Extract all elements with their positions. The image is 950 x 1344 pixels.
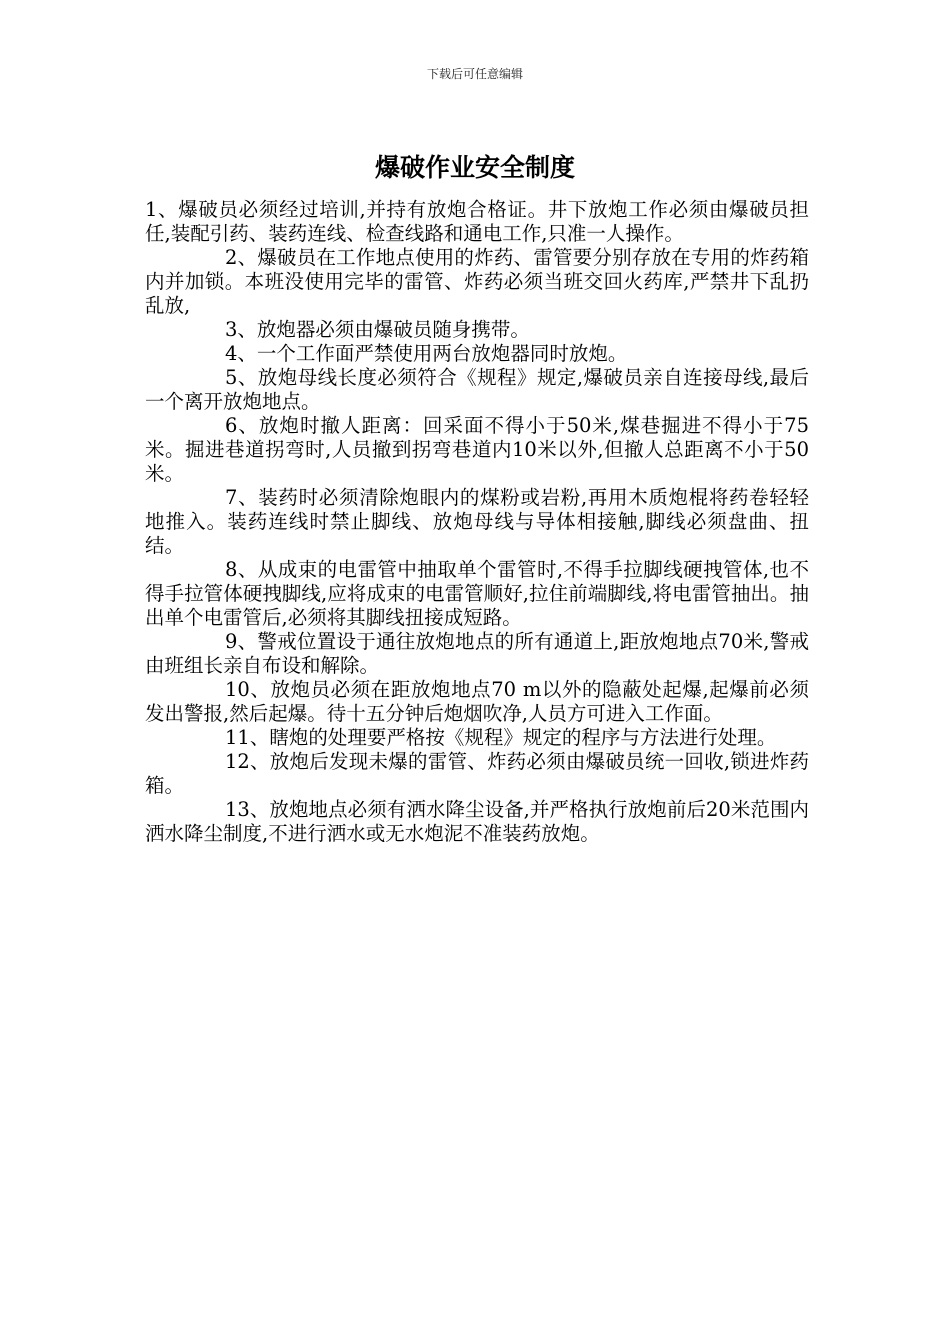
rule-paragraph-4: 4、一个工作面严禁使用两台放炮器同时放炮。 [225, 342, 628, 365]
rule-paragraph-9: 9、警戒位置设于通往放炮地点的所有通道上,距放炮地点70米,警戒由班组长亲自布设和解除。 [145, 630, 809, 677]
rule-paragraph-10: 10、放炮员必须在距放炮地点70 m以外的隐蔽处起爆,起爆前必须发出警报,然后起爆。待十五分钟后炮烟吹净,人员方可进入工作面。 [145, 678, 809, 725]
rule-paragraph-1: 1、爆破员必须经过培训,并持有放炮合格证。井下放炮工作必须由爆破员担任,装配引药、装药连线、检查线路和通电工作,只准一人操作。 [145, 198, 809, 245]
document-title: 爆破作业安全制度 [374, 153, 575, 182]
rule-paragraph-7: 7、装药时必须清除炮眼内的煤粉或岩粉,再用木质炮棍将药卷轻轻地推入。装药连线时禁止脚线、放炮母线与导体相接触,脚线必须盘曲、扭结。 [145, 486, 809, 557]
rule-paragraph-5: 5、放炮母线长度必须符合《规程》规定,爆破员亲自连接母线,最后一个离开放炮地点。 [145, 366, 809, 413]
rule-paragraph-6: 6、放炮时撤人距离：回采面不得小于50米,煤巷掘进不得小于75米。掘进巷道拐弯时,人员撤到拐弯巷道内10米以外,但撤人总距离不小于50米。 [145, 414, 809, 485]
rule-paragraph-2: 2、爆破员在工作地点使用的炸药、雷管要分别存放在专用的炸药箱内并加锁。本班没使用完毕的雷管、炸药必须当班交回火药库,严禁井下乱扔乱放, [145, 246, 809, 317]
rule-paragraph-8: 8、从成束的电雷管中抽取单个雷管时,不得手拉脚线硬拽管体,也不得手拉管体硬拽脚线,应将成束的电雷管顺好,拉住前端脚线,将电雷管抽出。抽出单个电雷管后,必须将其脚线扭接成短路。 [145, 558, 809, 629]
rule-paragraph-3: 3、放炮器必须由爆破员随身携带。 [225, 318, 530, 341]
rule-paragraph-11: 11、瞎炮的处理要严格按《规程》规定的程序与方法进行处理。 [225, 726, 777, 749]
rule-paragraph-12: 12、放炮后发现未爆的雷管、炸药必须由爆破员统一回收,锁进炸药箱。 [145, 750, 809, 797]
page-header-note: 下载后可任意编辑 [426, 67, 523, 81]
rule-paragraph-13: 13、放炮地点必须有洒水降尘设备,并严格执行放炮前后20米范围内洒水降尘制度,不进行洒水或无水炮泥不准装药放炮。 [145, 798, 809, 845]
document-body [145, 198, 809, 846]
